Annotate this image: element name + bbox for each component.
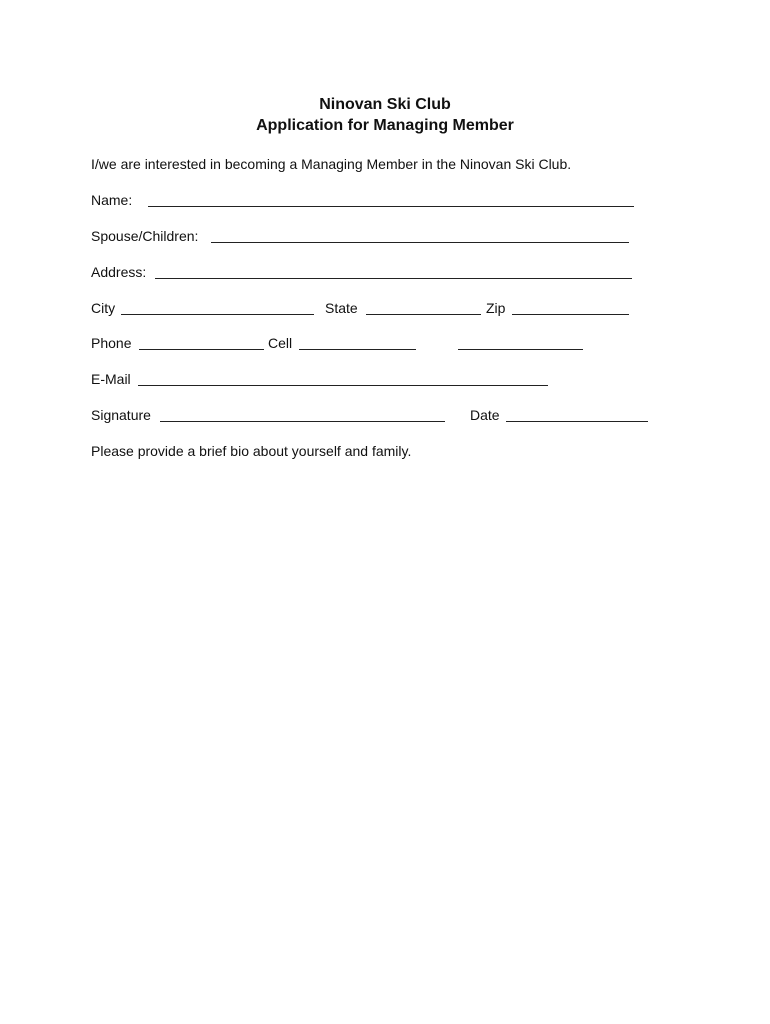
city-field[interactable] xyxy=(121,314,314,315)
zip-label: Zip xyxy=(486,300,506,316)
date-label: Date xyxy=(470,407,500,423)
extra-phone-field[interactable] xyxy=(458,349,583,350)
intro-text: I/we are interested in becoming a Managing Member in the Ninovan Ski Club. xyxy=(91,156,572,172)
zip-field[interactable] xyxy=(512,314,629,315)
phone-label: Phone xyxy=(91,335,132,351)
city-label: City xyxy=(91,300,116,316)
state-field[interactable] xyxy=(366,314,481,315)
name-label: Name: xyxy=(91,192,133,208)
form-title-heading: Application for Managing Member xyxy=(256,117,514,134)
email-label: E-Mail xyxy=(91,371,131,387)
signature-field[interactable] xyxy=(160,421,445,422)
date-field[interactable] xyxy=(506,421,648,422)
bio-prompt-text: Please provide a brief bio about yourself and family. xyxy=(91,443,412,459)
org-name-heading: Ninovan Ski Club xyxy=(319,96,451,113)
spouse-children-label: Spouse/Children: xyxy=(91,228,199,244)
cell-label: Cell xyxy=(268,335,293,351)
address-label: Address: xyxy=(91,264,147,280)
email-field[interactable] xyxy=(138,385,548,386)
state-label: State xyxy=(325,300,358,316)
cell-field[interactable] xyxy=(299,349,416,350)
phone-field[interactable] xyxy=(139,349,264,350)
spouse-children-field[interactable] xyxy=(211,242,629,243)
name-field[interactable] xyxy=(148,206,634,207)
address-field[interactable] xyxy=(155,278,632,279)
signature-label: Signature xyxy=(91,407,151,423)
